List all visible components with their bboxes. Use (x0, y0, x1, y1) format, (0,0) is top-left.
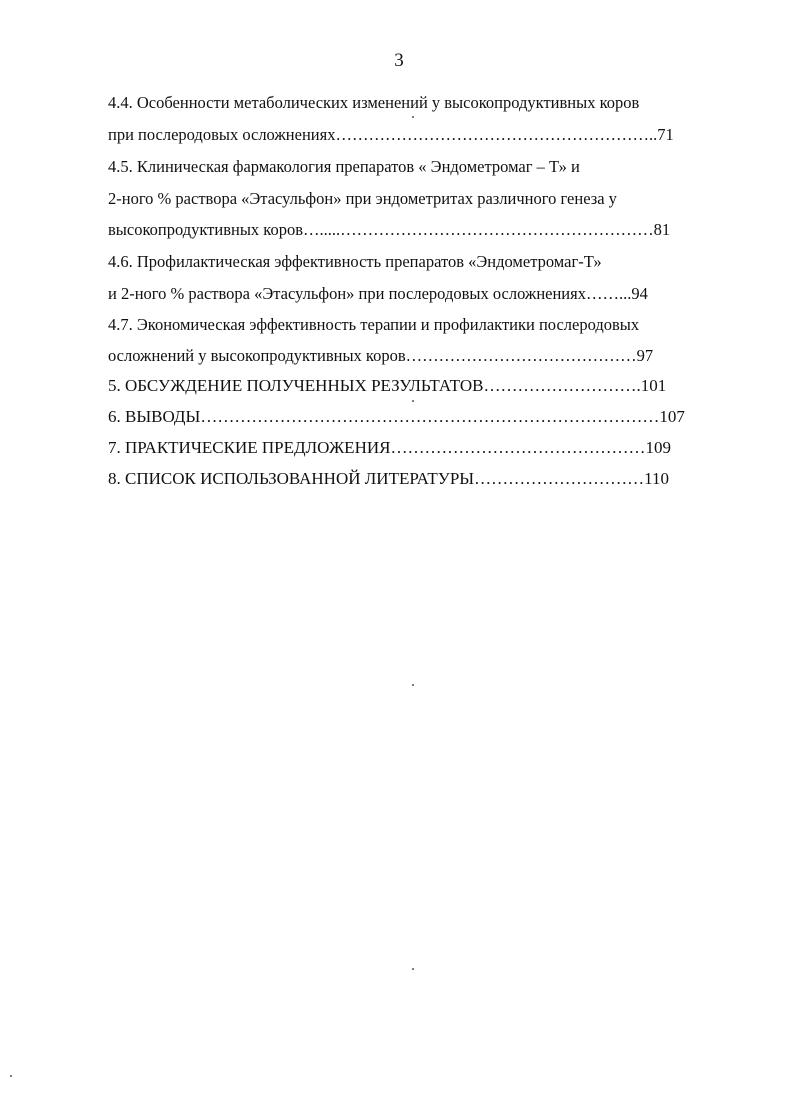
toc-line: 4.7. Экономическая эффективность терапии и профилактики послеродовых (108, 315, 640, 334)
scan-speck (412, 968, 414, 970)
toc-line: 4.4. Особенности метаболических изменений у высокопродуктивных коров (108, 93, 640, 112)
scan-speck (412, 116, 414, 118)
toc-line: 5. ОБСУЖДЕНИЕ ПОЛУЧЕННЫХ РЕЗУЛЬТАТОВ……………………….101 (108, 376, 667, 395)
toc-line: 2-ного % раствора «Этасульфон» при эндометритах различного генеза у (108, 189, 617, 208)
scan-speck (412, 684, 414, 686)
toc-line: и 2-ного % раствора «Этасульфон» при послеродовых осложнениях……...94 (108, 284, 648, 303)
toc-line: 6. ВЫВОДЫ………………………………………………………………………107 (108, 407, 685, 426)
toc-line: 8. СПИСОК ИСПОЛЬЗОВАННОЙ ЛИТЕРАТУРЫ…………………………110 (108, 469, 669, 488)
toc-line: 4.5. Клиническая фармакология препаратов « Эндометромаг – Т» и (108, 157, 580, 176)
toc-line: 7. ПРАКТИЧЕСКИЕ ПРЕДЛОЖЕНИЯ………………………………………109 (108, 438, 671, 457)
scan-speck (412, 400, 414, 402)
toc-line: осложнений у высокопродуктивных коров……………………………………97 (108, 346, 654, 365)
toc-line: 4.6. Профилактическая эффективность препаратов «Эндометромаг-Т» (108, 252, 602, 271)
page-number: 3 (394, 50, 404, 71)
toc-line: высокопродуктивных коров….....…………………………………………………81 (108, 220, 671, 239)
toc-line: при послеродовых осложнениях…………………………………………………..71 (108, 125, 674, 144)
scan-speck (10, 1075, 12, 1077)
